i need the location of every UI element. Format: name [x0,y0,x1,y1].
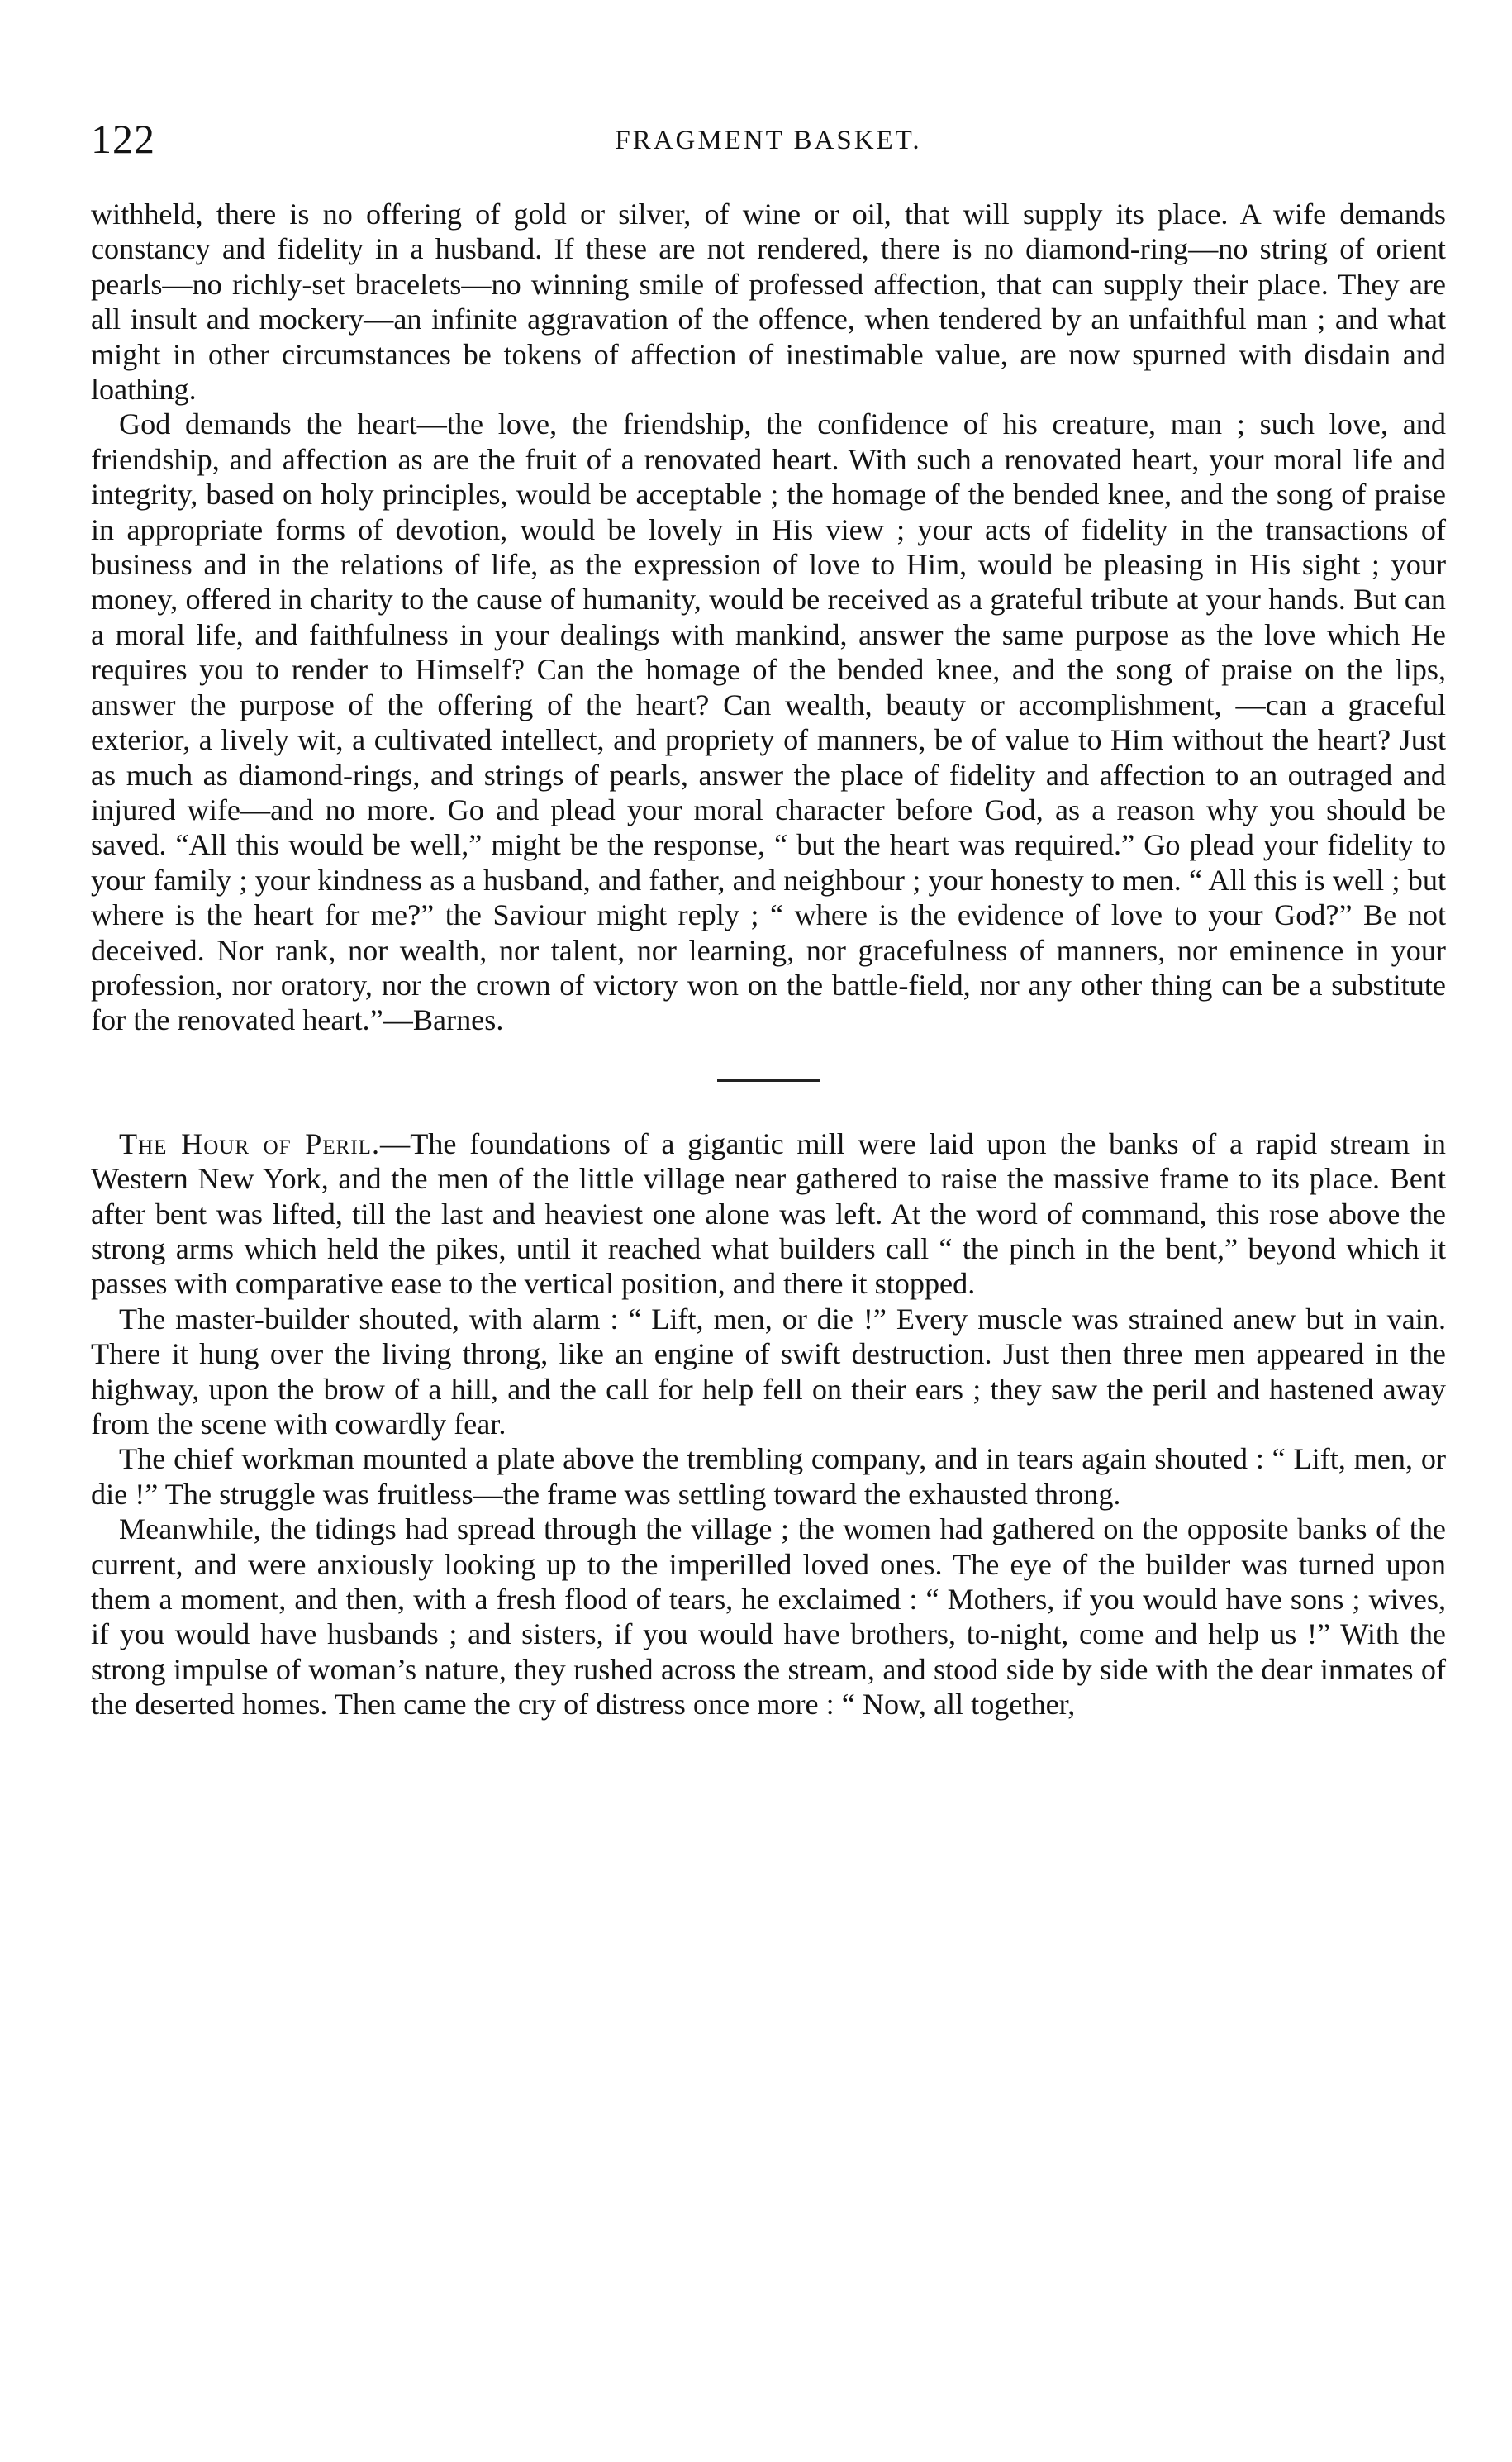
paragraph-hour-of-peril-text: —The foundations of a gigantic mill were laid upon the banks of a rapid stream in Western New York, and the men of the little village near gathered to raise the massive frame to its place. Bent after bent was lifted, till the last and heaviest one alone was left. At the word of command, this rose above the strong arms which held the pikes, until it reached what builders call “ the pinch in the bent,” beyond which it passes with comparative ease to the vertical position, and there it stopped. [91,1126,1446,1301]
paragraph-hour-of-peril [91,1126,1446,1302]
page-number: 122 [91,116,155,162]
paragraph-god-demands: God demands the heart—the love, the friendship, the confidence of his creature, man ; such love, and friendship, and affection as are the fruit of a renovated heart. With such a renovated heart, your moral life and integrity, based on holy principles, would be acceptable ; the homage of the bended knee, and the song of praise in appropriate forms of devotion, would be lovely in His view ; your acts of fidelity in the transactions of business and in the relations of life, as the expression of love to Him, would be pleasing in His sight ; your money, offered in charity to the cause of humanity, would be received as a grateful tribute at your hands. But can a moral life, and faithfulness in your dealings with mankind, answer the same purpose as the love which He requires you to render to Himself? Can the homage of the bended knee, and the song of praise on the lips, answer the purpose of the offering of the heart? Can wealth, beauty or accomplishment, —can a graceful exterior, a lively wit, a cultivated intellect, and propriety of manners, be of value to Him without the heart? Just as much as diamond-rings, and strings of pearls, answer the place of fidelity and affection to an outraged and injured wife—and no more. Go and plead your moral character before God, as a reason why you should be saved. “All this would be well,” might be the response, “ but the heart was required.” Go plead your fidelity to your family ; your kindness as a husband, and father, and neighbour ; your honesty to men. “ All this is well ; but where is the heart for me?” the Saviour might reply ; “ where is the evidence of love to your God?” Be not deceived. Nor rank, nor wealth, nor talent, nor learning, nor gracefulness of manners, nor eminence in your profession, nor oratory, nor the crown of victory won on the battle-field, nor any other thing can be a substitute for the renovated heart.”—Barnes. [91,407,1446,1037]
running-head [91,116,1446,165]
paragraph-chief-workman: The chief workman mounted a plate above the trembling company, and in tears again shouted : “ Lift, men, or die !” The struggle was fruitless—the frame was settling toward the exhausted throng. [91,1442,1446,1511]
section-divider [717,1079,820,1082]
section-heading: The Hour of Peril. [119,1126,380,1160]
paragraph-continued: withheld, there is no offering of gold or silver, of wine or oil, that will supply its place. A wife demands constancy and fidelity in a husband. If these are not rendered, there is no diamond-ring—no string of orient pearls—no richly-set bracelets—no winning smile of professed affection, that can supply their place. They are all insult and mockery—an infinite aggravation of the offence, when tendered by an unfaithful man ; and what might in other circumstances be tokens of affection of inestimable value, are now spurned with disdain and loathing. [91,198,1446,407]
running-title: FRAGMENT BASKET. [615,126,922,155]
body-text [91,197,1446,1722]
paragraph-meanwhile: Meanwhile, the tidings had spread through the village ; the women had gathered on the opposite banks of the current, and were anxiously looking up to the imperilled loved ones. The eye of the builder was turned upon them a moment, and then, with a fresh flood of tears, he exclaimed : “ Mothers, if you would have sons ; wives, if you would have husbands ; and sisters, if you would have brothers, to-night, come and help us !” With the strong impulse of woman’s nature, they rushed across the stream, and stood side by side with the dear inmates of the deserted homes. Then came the cry of distress once more : “ Now, all together, [91,1512,1446,1721]
paragraph-master-builder: The master-builder shouted, with alarm : “ Lift, men, or die !” Every muscle was strained anew but in vain. There it hung over the living throng, like an engine of swift destruction. Just then three men appeared in the highway, upon the brow of a hill, and the call for help fell on their ears ; they saw the peril and hastened away from the scene with cowardly fear. [91,1302,1446,1441]
